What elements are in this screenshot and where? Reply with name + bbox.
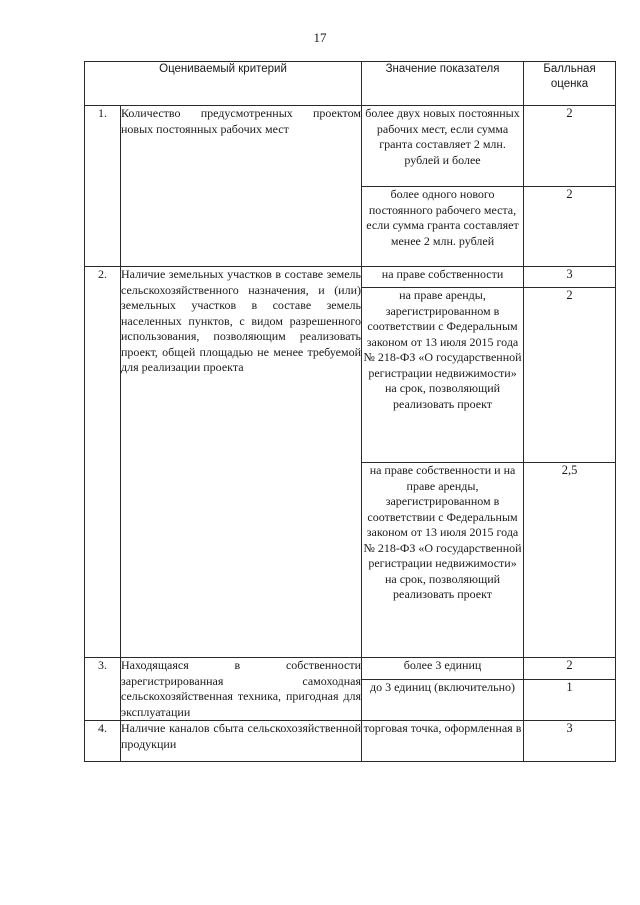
criterion-text: Наличие земельных участков в составе земель сельскохозяйственного назначения, и (или) земельных участков в составе земель населенных пунктов, с видом разрешенного использования, позволяющим реализовать проект, общей площадью не менее требуемой для реализации проекта	[121, 267, 362, 658]
indicator-value: на праве собственности и на праве аренды, зарегистрированном в соответствии с Федеральным законом от 13 июля 2015 года № 218-ФЗ «О государственной регистрации недвижимости» на срок, позволяющий реализовать проект	[362, 463, 524, 658]
score-value: 2	[524, 658, 616, 680]
page-number: 17	[313, 30, 327, 45]
header-criterion: Оцениваемый критерий	[85, 62, 362, 106]
row-number: 1.	[85, 106, 121, 267]
row-number: 3.	[85, 658, 121, 721]
header-score: Балльная оценка	[524, 62, 616, 106]
score-value: 2	[524, 187, 616, 267]
row-number: 4.	[85, 721, 121, 762]
table-row	[85, 658, 616, 680]
criterion-text: Наличие каналов сбыта сельскохозяйственной продукции	[121, 721, 362, 762]
table-row	[85, 721, 616, 762]
score-value: 2,5	[524, 463, 616, 658]
score-value: 3	[524, 267, 616, 288]
criterion-text: Находящаяся в собственности зарегистрированная самоходная сельскохозяйственная техника, пригодная для эксплуатации	[121, 658, 362, 719]
indicator-value: торговая точка, оформленная в	[362, 721, 524, 762]
score-value: 2	[524, 106, 616, 187]
indicator-value: более одного нового постоянного рабочего места, если сумма гранта составляет менее 2 млн. рублей	[362, 187, 524, 267]
indicator-value: до 3 единиц (включительно)	[362, 680, 524, 721]
table-row	[85, 106, 616, 187]
score-value: 2	[524, 288, 616, 463]
score-value: 3	[524, 721, 616, 762]
criteria-table	[84, 61, 616, 762]
table-row	[85, 267, 616, 288]
criterion-text: Количество предусмотренных проектом новых постоянных рабочих мест	[121, 106, 362, 267]
indicator-value: на праве собственности	[362, 267, 524, 288]
indicator-value: более 3 единиц	[362, 658, 524, 680]
score-value: 1	[524, 680, 616, 721]
indicator-value: более двух новых постоянных рабочих мест, если сумма гранта составляет 2 млн. рублей и более	[362, 106, 524, 187]
row-number: 2.	[85, 267, 121, 658]
table-header-row	[85, 62, 616, 106]
header-value: Значение показателя	[362, 62, 524, 106]
indicator-value: на праве аренды, зарегистрированном в соответствии с Федеральным законом от 13 июля 2015 года № 218-ФЗ «О государственной регистрации недвижимости» на срок, позволяющий реализовать проект	[362, 288, 524, 463]
